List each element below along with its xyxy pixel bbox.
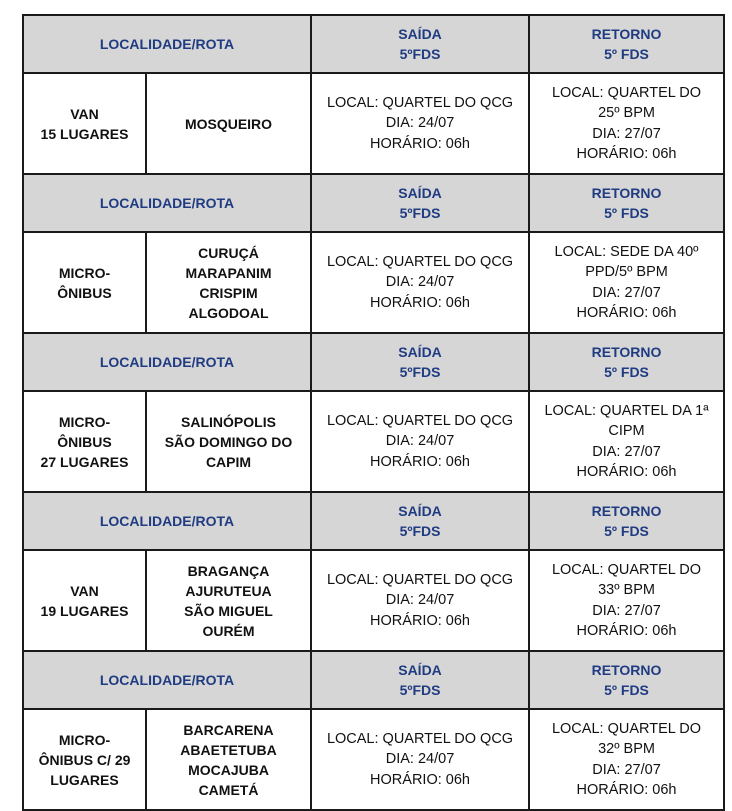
retorno-cell <box>529 73 724 174</box>
route-line: OURÉM <box>202 622 255 639</box>
route-cell <box>146 73 311 174</box>
retorno-line: DIA: 27/07 <box>592 602 661 619</box>
header-retorno: RETORNO <box>591 503 662 519</box>
route-line: MOCAJUBA <box>188 761 269 778</box>
vehicle-line: MICRO- <box>58 264 111 281</box>
header-localidade: LOCALIDADE/ROTA <box>99 195 235 211</box>
vehicle-line: ÔNIBUS C/ 29 <box>38 751 131 768</box>
header-retorno: RETORNO <box>591 26 662 42</box>
vehicle-line: LUGARES <box>50 771 119 788</box>
vehicle-line: MICRO- <box>58 413 111 430</box>
route-row <box>23 232 724 333</box>
saida-line: LOCAL: QUARTEL DO QCG <box>326 253 514 270</box>
header-retorno-sub: 5º FDS <box>604 523 649 539</box>
header-retorno: RETORNO <box>591 662 662 678</box>
vehicle-cell <box>23 550 146 651</box>
header-retorno-cell <box>529 492 724 550</box>
header-retorno: RETORNO <box>591 344 662 360</box>
section-header-row <box>23 15 724 73</box>
route-line: CAMETÁ <box>198 781 259 798</box>
route-line: CURUÇÁ <box>198 244 259 261</box>
retorno-cell <box>529 232 724 333</box>
saida-line: DIA: 24/07 <box>385 274 455 291</box>
vehicle-line: 19 LUGARES <box>40 602 129 619</box>
saida-line: LOCAL: QUARTEL DO QCG <box>326 730 514 747</box>
retorno-cell <box>529 709 724 810</box>
retorno-cell <box>529 391 724 492</box>
saida-line: LOCAL: QUARTEL DO QCG <box>326 94 514 111</box>
retorno-line: 32º BPM <box>598 741 655 757</box>
route-line: ABAETETUBA <box>180 741 277 758</box>
saida-line: DIA: 24/07 <box>385 751 455 768</box>
saida-cell <box>311 391 529 492</box>
route-line: SÃO DOMINGO DO <box>164 433 293 450</box>
header-saida: SAÍDA <box>398 503 442 519</box>
vehicle-cell <box>23 232 146 333</box>
header-localidade-cell <box>23 492 311 550</box>
retorno-line: DIA: 27/07 <box>592 284 661 301</box>
schedule-table-body <box>23 15 724 810</box>
section-header-row <box>23 333 724 391</box>
header-localidade: LOCALIDADE/ROTA <box>99 513 235 529</box>
saida-line: HORÁRIO: 06h <box>370 453 470 470</box>
route-cell <box>146 391 311 492</box>
route-cell <box>146 550 311 651</box>
retorno-line: PPD/5º BPM <box>585 264 668 280</box>
route-line: CAPIM <box>205 453 252 470</box>
retorno-line: LOCAL: QUARTEL DO <box>551 84 702 101</box>
route-cell <box>146 709 311 810</box>
header-saida-sub: 5ºFDS <box>399 682 441 698</box>
route-line: SÃO MIGUEL <box>184 602 273 619</box>
route-row <box>23 73 724 174</box>
saida-line: HORÁRIO: 06h <box>370 771 470 788</box>
saida-line: HORÁRIO: 06h <box>370 612 470 629</box>
header-saida: SAÍDA <box>398 344 442 360</box>
saida-line: LOCAL: QUARTEL DO QCG <box>326 412 514 429</box>
header-retorno-sub: 5º FDS <box>604 364 649 380</box>
header-localidade: LOCALIDADE/ROTA <box>99 672 235 688</box>
header-saida: SAÍDA <box>398 185 442 201</box>
route-line: ALGODOAL <box>188 304 269 321</box>
header-retorno-cell <box>529 333 724 391</box>
section-header-row <box>23 492 724 550</box>
saida-line: DIA: 24/07 <box>385 433 455 450</box>
retorno-cell <box>529 550 724 651</box>
retorno-line: HORÁRIO: 06h <box>576 305 677 321</box>
route-line: AJURUTEUA <box>185 582 272 599</box>
retorno-line: CIPM <box>608 423 645 439</box>
header-saida-sub: 5ºFDS <box>399 523 441 539</box>
header-localidade-cell <box>23 174 311 232</box>
route-cell <box>146 232 311 333</box>
vehicle-cell <box>23 391 146 492</box>
saida-cell <box>311 550 529 651</box>
route-row <box>23 391 724 492</box>
retorno-line: HORÁRIO: 06h <box>576 623 677 639</box>
header-saida-sub: 5ºFDS <box>399 364 441 380</box>
header-localidade: LOCALIDADE/ROTA <box>99 354 235 370</box>
header-saida: SAÍDA <box>398 26 442 42</box>
header-localidade-cell <box>23 15 311 73</box>
saida-cell <box>311 232 529 333</box>
saida-line: DIA: 24/07 <box>385 115 455 132</box>
retorno-line: DIA: 27/07 <box>592 761 661 778</box>
header-saida-cell <box>311 333 529 391</box>
header-retorno-sub: 5º FDS <box>604 682 649 698</box>
vehicle-cell <box>23 73 146 174</box>
retorno-line: HORÁRIO: 06h <box>576 146 677 162</box>
vehicle-line: VAN <box>70 105 99 122</box>
route-line: MARAPANIM <box>185 264 272 281</box>
route-line: BRAGANÇA <box>187 562 270 579</box>
header-saida-cell <box>311 15 529 73</box>
header-saida-cell <box>311 651 529 709</box>
header-saida: SAÍDA <box>398 662 442 678</box>
retorno-line: LOCAL: QUARTEL DA 1ª <box>544 402 709 419</box>
vehicle-line: ÔNIBUS <box>57 433 112 450</box>
route-line: MOSQUEIRO <box>184 115 273 132</box>
saida-line: DIA: 24/07 <box>385 592 455 609</box>
retorno-line: DIA: 27/07 <box>592 443 661 460</box>
section-header-row <box>23 651 724 709</box>
header-localidade-cell <box>23 333 311 391</box>
header-localidade: LOCALIDADE/ROTA <box>99 36 235 52</box>
vehicle-cell <box>23 709 146 810</box>
retorno-line: LOCAL: QUARTEL DO <box>551 561 702 578</box>
route-line: BARCARENA <box>183 721 274 738</box>
header-retorno: RETORNO <box>591 185 662 201</box>
retorno-line: DIA: 27/07 <box>592 125 661 142</box>
header-retorno-cell <box>529 15 724 73</box>
route-line: SALINÓPOLIS <box>181 413 276 430</box>
header-retorno-cell <box>529 651 724 709</box>
header-retorno-cell <box>529 174 724 232</box>
retorno-line: HORÁRIO: 06h <box>576 782 677 798</box>
header-localidade-cell <box>23 651 311 709</box>
saida-line: HORÁRIO: 06h <box>370 135 470 152</box>
header-retorno-sub: 5º FDS <box>604 46 649 62</box>
saida-cell <box>311 709 529 810</box>
vehicle-line: MICRO- <box>58 731 111 748</box>
retorno-line: 33º BPM <box>598 582 655 598</box>
header-saida-cell <box>311 174 529 232</box>
route-line: CRISPIM <box>199 284 258 301</box>
vehicle-line: 27 LUGARES <box>40 453 129 470</box>
saida-cell <box>311 73 529 174</box>
saida-line: LOCAL: QUARTEL DO QCG <box>326 571 514 588</box>
header-saida-cell <box>311 492 529 550</box>
route-row <box>23 550 724 651</box>
retorno-line: 25º BPM <box>598 105 655 121</box>
route-row <box>23 709 724 810</box>
saida-line: HORÁRIO: 06h <box>370 294 470 311</box>
retorno-line: HORÁRIO: 06h <box>576 464 677 480</box>
schedule-table <box>22 14 725 811</box>
header-retorno-sub: 5º FDS <box>604 205 649 221</box>
header-saida-sub: 5ºFDS <box>399 205 441 221</box>
vehicle-line: ÔNIBUS <box>57 284 112 301</box>
section-header-row <box>23 174 724 232</box>
header-saida-sub: 5ºFDS <box>399 46 441 62</box>
vehicle-line: 15 LUGARES <box>40 125 129 142</box>
retorno-line: LOCAL: QUARTEL DO <box>551 720 702 737</box>
vehicle-line: VAN <box>70 582 99 599</box>
retorno-line: LOCAL: SEDE DA 40º <box>554 243 699 260</box>
